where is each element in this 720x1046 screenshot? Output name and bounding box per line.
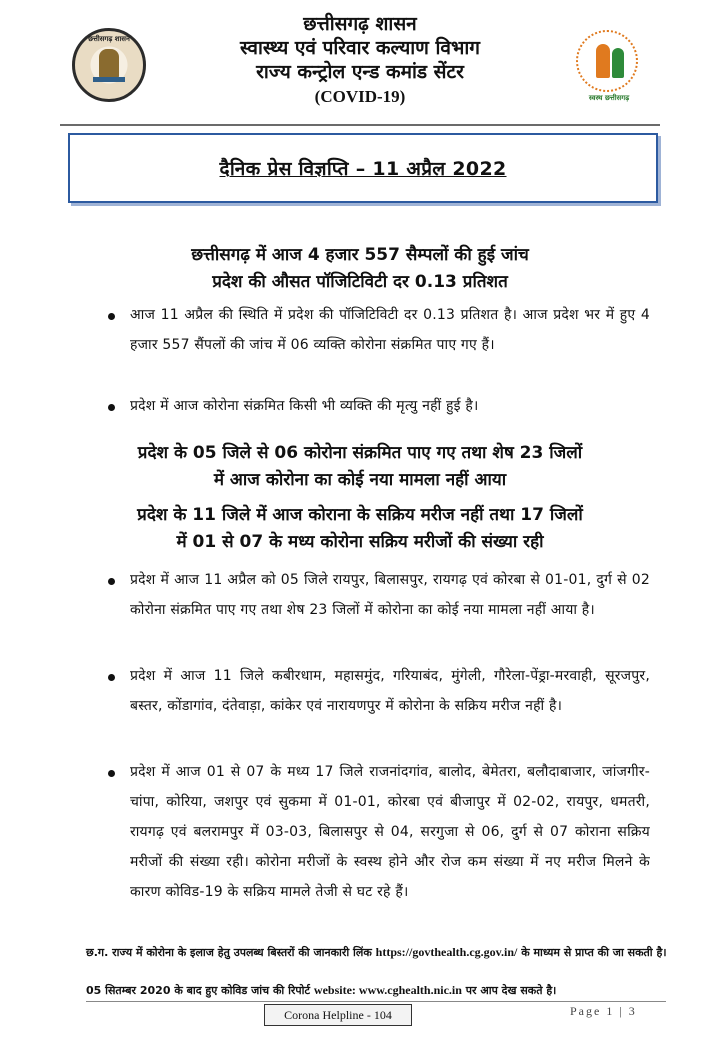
centre-name: राज्य कन्ट्रोल एन्ड कमांड सेंटर bbox=[256, 61, 464, 83]
section1-heading-line1: छत्तीसगढ़ में आज 4 हजार 557 सैम्पलों की हुई जांच bbox=[191, 245, 529, 265]
bullet-dot bbox=[108, 404, 115, 411]
helpline-box: Corona Helpline - 104 bbox=[264, 1004, 412, 1026]
covid-label: (COVID-19) bbox=[314, 87, 406, 106]
section2-heading-line2: में आज कोरोना का कोई नया मामला नहीं आया bbox=[213, 470, 507, 490]
footnote-report bbox=[86, 982, 676, 999]
footnote-beds-suffix: के माध्यम से प्राप्त की जा सकती है। bbox=[521, 946, 667, 959]
section3-heading-line2: में 01 से 07 के मध्य कोरोना सक्रिय मरीजों की संख्या रही bbox=[176, 532, 544, 552]
header-title-block bbox=[150, 12, 570, 110]
footer-divider bbox=[86, 1001, 666, 1002]
footnote-beds bbox=[86, 944, 676, 961]
section1-bullet-2: प्रदेश में आज कोरोना संक्रमित किसी भी व्यक्ति की मृत्यु नहीं हुई है। bbox=[130, 398, 479, 414]
press-release-title: दैनिक प्रेस विज्ञप्ति – 11 अप्रैल 2022 bbox=[219, 158, 507, 180]
section1-heading bbox=[0, 242, 720, 296]
govthealth-link[interactable]: https://govthealth.cg.gov.in/ bbox=[375, 945, 518, 959]
section3-bullet-3: प्रदेश में आज 01 से 07 के मध्य 17 जिले राजनांदगांव, बालोद, बेमेतरा, बलौदाबाजार, जांजगीर-चांपा, कोरिया, जशपुर एवं सुकमा में 01-01, कोरबा एवं बीजापुर में 02-02, रायपुर, धमतरी, रायगढ़ एवं बलरामपुर में 03-03, बिलासपुर से 04, सरगुजा से 06, दुर्ग से 07 कोराना सक्रिय मरीजों की संख्या रही। कोरोना मरीजों के स्वस्थ होने और रोज कम संख्या में नए मरीज मिलने के कारण कोविड-19 के सक्रिय मामले तेजी से घट रहे हैं। bbox=[130, 764, 650, 900]
govt-name: छत्तीसगढ़ शासन bbox=[303, 13, 417, 35]
section2-heading-line1: प्रदेश के 05 जिले से 06 कोरोना संक्रमित पाए गए तथा शेष 23 जिलों bbox=[137, 443, 583, 463]
healthy-chhattisgarh-logo-icon bbox=[566, 30, 656, 108]
cghealth-link[interactable]: website: www.cghealth.nic.in bbox=[313, 983, 462, 997]
lion-capital-icon bbox=[99, 49, 119, 79]
bullet-dot bbox=[108, 313, 115, 320]
section1-heading-line2: प्रदेश की औसत पॉजिटिविटी दर 0.13 प्रतिशत bbox=[212, 272, 508, 292]
section3-heading bbox=[0, 502, 720, 556]
page-number: Page 1 | 3 bbox=[570, 1004, 637, 1018]
section3-heading-line1: प्रदेश के 11 जिले में आज कोराना के सक्रिय मरीज नहीं तथा 17 जिलों bbox=[137, 505, 583, 525]
section2-heading bbox=[0, 440, 720, 494]
bullet-dot bbox=[108, 674, 115, 681]
footnote-report-text: 05 सितम्बर 2020 के बाद हुए कोविड जांच की रिपोर्ट bbox=[86, 984, 311, 997]
figure-child-icon bbox=[612, 48, 624, 78]
letterhead bbox=[0, 0, 720, 130]
section1-bullet-1: आज 11 अप्रैल की स्थिति में प्रदेश की पॉजिटिविटी दर 0.13 प्रतिशत है। आज प्रदेश भर में हुए 4 हजार 557 सैंपलों की जांच में 06 व्यक्ति कोरोना संक्रमित पाए गए हैं। bbox=[130, 307, 650, 353]
press-release-title-box bbox=[68, 133, 658, 203]
figure-adult-icon bbox=[596, 44, 610, 78]
department-name: स्वास्थ्य एवं परिवार कल्याण विभाग bbox=[240, 37, 480, 59]
section3-bullet-2: प्रदेश में आज 11 जिले कबीरधाम, महासमुंद, गरियाबंद, मुंगेली, गौरेला-पेंड्रा-मरवाही, सूरजपुर, बस्तर, कोंडागांव, दंतेवाड़ा, कांकेर एवं नारायणपुर में कोरोना के सक्रिय मरीज नहीं है। bbox=[130, 668, 650, 714]
emblem-text: छत्तीसगढ़ शासन bbox=[88, 35, 130, 43]
bullet-dot bbox=[108, 578, 115, 585]
section3-bullet-1: प्रदेश में आज 11 अप्रैल को 05 जिले रायपुर, बिलासपुर, रायगढ़ एवं कोरबा से 01-01, दुर्ग से 02 कोरोना संक्रमित पाए गए तथा शेष 23 जिलों में कोरोना का कोई नया मामला नहीं आया है। bbox=[130, 572, 650, 618]
state-emblem-icon bbox=[72, 28, 146, 102]
logo-tagline: स्वस्थ छत्तीसगढ़ bbox=[588, 94, 630, 102]
bullet-dot bbox=[108, 770, 115, 777]
footnote-beds-text: छ.ग. राज्य में कोरोना के इलाज हेतु उपलब्ध बिस्तरों की जानकारी लिंक bbox=[86, 946, 372, 959]
footnote-report-suffix: पर आप देख सकते है। bbox=[465, 984, 557, 997]
header-divider bbox=[60, 124, 660, 126]
